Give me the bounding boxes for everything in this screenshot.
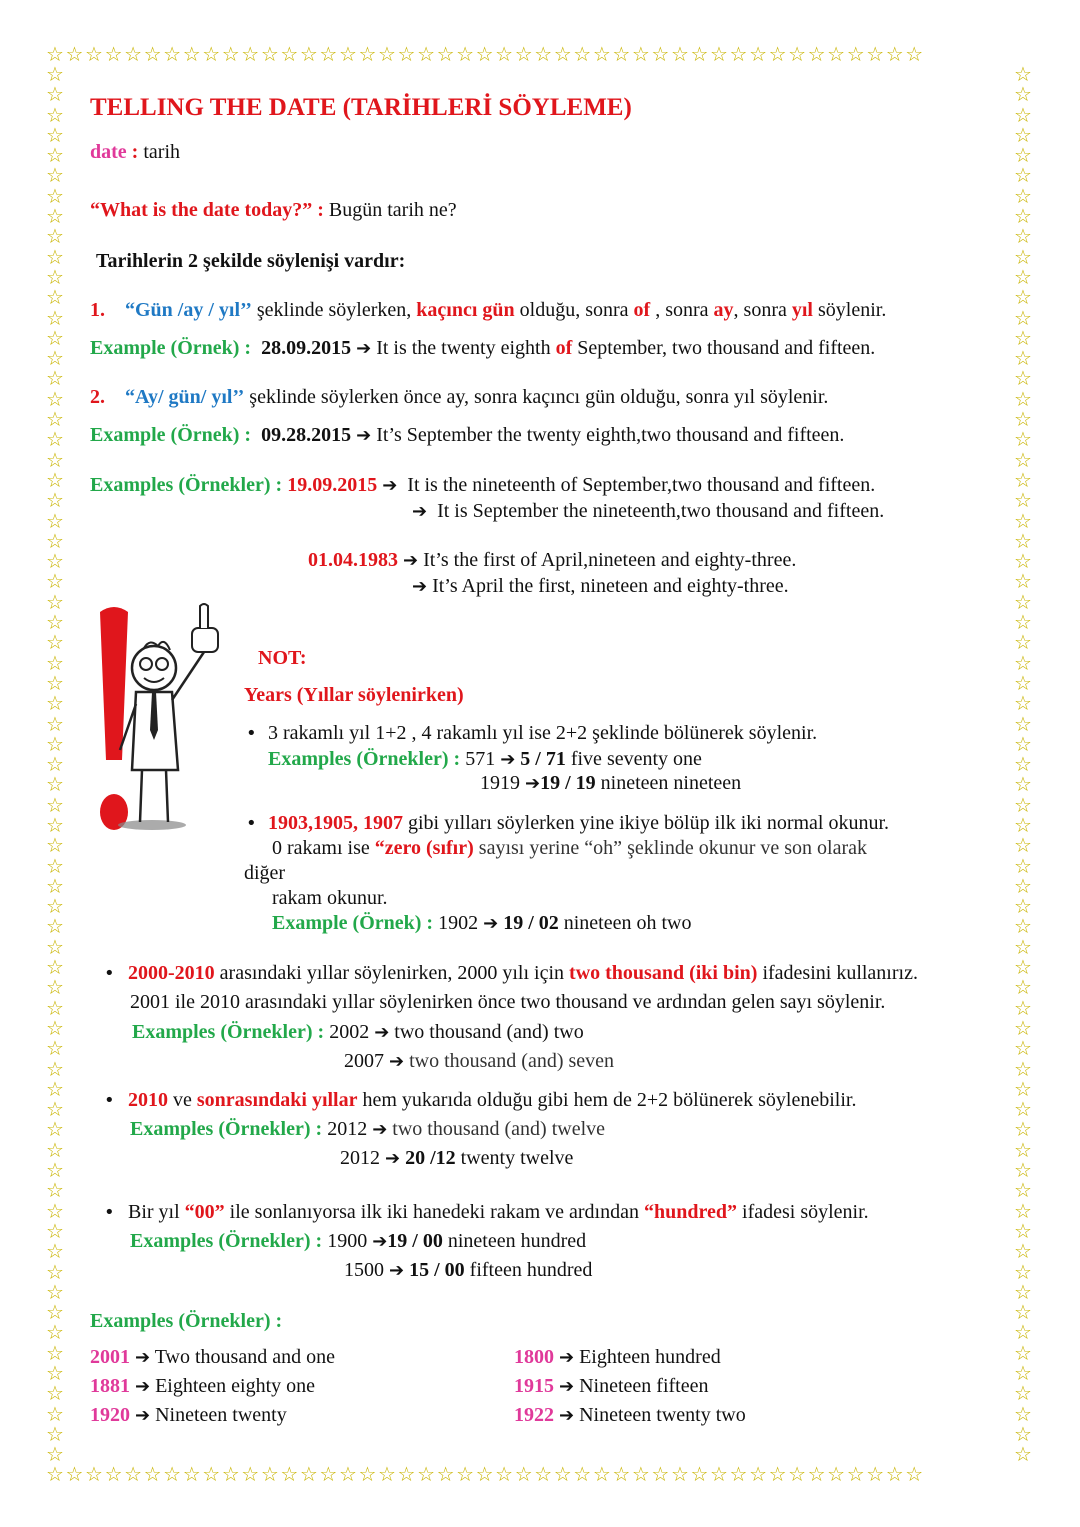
arrow-icon: ➔ [525, 773, 541, 794]
final-text: Nineteen twenty two [579, 1404, 746, 1426]
final-example-item [90, 1345, 335, 1370]
example-year: 1900 [322, 1230, 373, 1252]
rule-2-text: şeklinde söylerken önce ay, sonra kaçıncı gün olduğu, sonra yıl söylenir. [244, 386, 829, 408]
example-year: 1902 [433, 912, 484, 934]
rule-1-text: olduğu, sonra [514, 299, 634, 321]
arrow-icon: ➔ [389, 1051, 405, 1072]
example-year: 2007 [344, 1050, 389, 1072]
example-4 [308, 548, 796, 573]
note-bullet-2-line2 [272, 836, 867, 860]
star-border-bottom: ☆☆☆☆☆☆☆☆☆☆☆☆☆☆☆☆☆☆☆☆☆☆☆☆☆☆☆☆☆☆☆☆☆☆☆☆☆☆☆☆☆☆☆☆☆ [46, 1464, 925, 1484]
example-4-line2 [412, 574, 789, 599]
vocab-line [90, 140, 180, 164]
example-year: 571 [460, 748, 501, 770]
note-bullet-1-example-2 [480, 771, 741, 796]
vocab-word: date [90, 141, 127, 163]
para-hundred [128, 1200, 869, 1224]
example-text: nineteen oh two [558, 912, 692, 934]
para-key: sonrasındaki yıllar [196, 1089, 358, 1111]
final-example-item [514, 1345, 721, 1370]
question-tr: Bugün tarih ne? [323, 199, 457, 221]
final-year: 1800 [514, 1346, 554, 1368]
example-text: It’s September the twenty eighth,two thousand and fifteen. [371, 424, 845, 446]
vocab-meaning: tarih [138, 141, 180, 163]
arrow-icon: ➔ [356, 425, 372, 446]
example-year: 2012 [340, 1147, 385, 1169]
note-years-key: 1903,1905, 1907 [268, 812, 403, 834]
para-hundred-example-2 [344, 1258, 592, 1283]
example-split: 19 / 00 [387, 1230, 443, 1252]
bullet-icon: • [104, 1090, 115, 1111]
example-year: 2002 [324, 1021, 375, 1043]
note-zero-key: “zero (sıfır) [374, 837, 474, 859]
note-bullet-2-line4: rakam okunur. [272, 887, 388, 909]
para-text: ve [168, 1089, 197, 1111]
final-text: Eighteen hundred [579, 1346, 721, 1368]
arrow-icon: ➔ [559, 1405, 575, 1426]
example-year: 1919 [480, 772, 525, 794]
example-label: Example (Örnek) : [272, 912, 434, 934]
example-text: September, two thousand and fifteen. [572, 337, 876, 359]
rule-1 [90, 298, 886, 322]
example-text: two thousand (and) two [389, 1021, 584, 1043]
example-text: It is the nineteenth of September,two thousand and fifteen. [402, 474, 876, 496]
para-key: “00” [184, 1201, 225, 1223]
example-text: five seventy one [565, 748, 702, 770]
para-text: ifadesi söylenir. [737, 1201, 869, 1223]
final-example-item [90, 1403, 287, 1428]
para-text: hem yukarıda olduğu gibi hem de 2+2 bölünerek söylenebilir. [357, 1089, 857, 1111]
final-text: Nineteen fifteen [579, 1375, 709, 1397]
para-hundred-example [130, 1229, 586, 1254]
example-text: two thousand (and) seven [404, 1050, 615, 1072]
arrow-icon: ➔ [500, 749, 516, 770]
para-2010-after-example-2 [340, 1146, 573, 1171]
arrow-icon: ➔ [382, 475, 398, 496]
example-label: Example (Örnek) : [90, 337, 252, 359]
para-text: ifadesini kullanırız. [757, 962, 918, 984]
example-1 [90, 336, 875, 361]
arrow-icon: ➔ [372, 1231, 388, 1252]
example-3-line2 [412, 499, 884, 524]
final-year: 1920 [90, 1404, 130, 1426]
question-en: “What is the date today?” : [90, 199, 324, 221]
arrow-icon: ➔ [372, 1119, 388, 1140]
final-year: 2001 [90, 1346, 130, 1368]
bullet-icon: • [246, 813, 257, 834]
example-date: 09.28.2015 [261, 424, 352, 446]
para-2000-2010-example-2 [344, 1049, 614, 1074]
example-split: 15 / 00 [404, 1259, 465, 1281]
arrow-icon: ➔ [356, 338, 372, 359]
note-text: 0 rakamı ise [272, 837, 375, 859]
example-text: nineteen nineteen [595, 772, 742, 794]
example-label: Example (Örnek) : [90, 424, 252, 446]
example-label: Examples (Örnekler) : [130, 1118, 323, 1140]
arrow-icon: ➔ [385, 1148, 401, 1169]
arrow-icon: ➔ [135, 1347, 151, 1368]
rule-1-num: 1. [90, 299, 105, 321]
note-heading: NOT: [258, 647, 307, 669]
arrow-icon: ➔ [412, 501, 428, 522]
page-title: TELLING THE DATE (TARİHLERİ SÖYLEME) [90, 94, 632, 121]
rule-2-format: “Ay/ gün/ yıl’’ [125, 386, 245, 408]
star-border-right: ☆☆☆☆☆☆☆☆☆☆☆☆☆☆☆☆☆☆☆☆☆☆☆☆☆☆☆☆☆☆☆☆☆☆☆☆☆☆☆☆☆☆☆☆☆☆☆☆☆☆☆☆☆☆☆☆☆☆☆☆☆☆☆☆☆☆☆☆☆ [1014, 64, 1032, 1464]
rule-1-key: yıl [791, 299, 813, 321]
para-2010-after [128, 1088, 856, 1112]
final-year: 1915 [514, 1375, 554, 1397]
final-year: 1922 [514, 1404, 554, 1426]
rule-2 [90, 385, 828, 409]
star-border-top: ☆☆☆☆☆☆☆☆☆☆☆☆☆☆☆☆☆☆☆☆☆☆☆☆☆☆☆☆☆☆☆☆☆☆☆☆☆☆☆☆☆☆☆☆☆ [46, 44, 925, 64]
example-split: 20 /12 [400, 1147, 456, 1169]
arrow-icon: ➔ [559, 1347, 575, 1368]
example-2 [90, 423, 844, 448]
para-text: Bir yıl [128, 1201, 185, 1223]
para-key: “hundred” [644, 1201, 738, 1223]
example-3 [90, 473, 875, 498]
bullet-icon: • [104, 963, 115, 984]
example-split: 19 / 02 [498, 912, 559, 934]
example-key: of [555, 337, 573, 359]
rule-1-format: “Gün /ay / yıl’’ [125, 299, 252, 321]
example-text: It’s the first of April,nineteen and eighty-three. [418, 549, 797, 571]
rule-1-text: söylenir. [812, 299, 887, 321]
example-year: 2012 [322, 1118, 373, 1140]
example-text: It is the twenty eighth [371, 337, 556, 359]
final-example-item [90, 1374, 315, 1399]
para-2000-2010-line2: 2001 ile 2010 arasındaki yıllar söylenirken önce two thousand ve ardından gelen sayı söylenir. [130, 991, 886, 1013]
arrow-icon: ➔ [389, 1260, 405, 1281]
final-example-item [514, 1403, 746, 1428]
arrow-icon: ➔ [483, 913, 499, 934]
rule-2-num: 2. [90, 386, 105, 408]
rule-1-text: şeklinde söylerken, [251, 299, 417, 321]
rule-1-key: of [633, 299, 651, 321]
star-border-left: ☆☆☆☆☆☆☆☆☆☆☆☆☆☆☆☆☆☆☆☆☆☆☆☆☆☆☆☆☆☆☆☆☆☆☆☆☆☆☆☆☆☆☆☆☆☆☆☆☆☆☆☆☆☆☆☆☆☆☆☆☆☆☆☆☆☆☆☆☆ [46, 64, 64, 1464]
arrow-icon: ➔ [374, 1022, 390, 1043]
example-label: Examples (Örnekler) : [130, 1230, 323, 1252]
para-text: arasındaki yıllar söylenirken, 2000 yılı için [214, 962, 570, 984]
para-key: two thousand (iki bin) [569, 962, 758, 984]
question-line [90, 198, 457, 222]
para-key: 2000-2010 [128, 962, 215, 984]
arrow-icon: ➔ [135, 1376, 151, 1397]
note-text: gibi yılları söylerken yine ikiye bölüp ilk iki normal okunur. [403, 812, 890, 834]
example-label: Examples (Örnekler) : [132, 1021, 325, 1043]
note-bullet-2-example [272, 911, 692, 936]
rule-1-text: , sonra [733, 299, 792, 321]
para-text: ile sonlanıyorsa ilk iki hanedeki rakam ve ardından [224, 1201, 644, 1223]
note-years-heading: Years (Yıllar söylenirken) [244, 684, 464, 706]
example-date: 19.09.2015 [287, 474, 378, 496]
example-date: 28.09.2015 [261, 337, 352, 359]
bullet-icon: • [246, 723, 257, 744]
rule-1-text: , sonra [650, 299, 714, 321]
example-text: fifteen hundred [464, 1259, 593, 1281]
note-bullet-2 [268, 811, 889, 835]
final-example-item [514, 1374, 708, 1399]
example-text: nineteen hundred [442, 1230, 587, 1252]
rule-1-key: ay [713, 299, 734, 321]
example-split: 19 / 19 [540, 772, 596, 794]
arrow-icon: ➔ [135, 1405, 151, 1426]
note-bullet-2-line3: diğer [244, 862, 286, 884]
final-text: Two thousand and one [154, 1346, 335, 1368]
final-year: 1881 [90, 1375, 130, 1397]
intro-line: Tarihlerin 2 şekilde söylenişi vardır: [96, 250, 406, 272]
example-label: Examples (Örnekler) : [90, 474, 283, 496]
final-text: Eighteen eighty one [155, 1375, 316, 1397]
final-examples-label: Examples (Örnekler) : [90, 1310, 283, 1332]
arrow-icon: ➔ [559, 1376, 575, 1397]
para-2000-2010-example [132, 1020, 584, 1045]
final-text: Nineteen twenty [155, 1404, 287, 1426]
bullet-icon: • [104, 1202, 115, 1223]
note-text: sayısı yerine “oh” şeklinde okunur ve son olarak [473, 837, 868, 859]
vocab-sep: : [126, 141, 139, 163]
para-key: 2010 [128, 1089, 168, 1111]
note-bullet-1-example [268, 747, 702, 772]
arrow-icon: ➔ [403, 550, 419, 571]
example-text: It is September the nineteenth,two thousand and fifteen. [432, 500, 885, 522]
rule-1-key: kaçıncı gün [416, 299, 515, 321]
example-text: two thousand (and) twelve [387, 1118, 606, 1140]
example-label: Examples (Örnekler) : [268, 748, 461, 770]
para-2010-after-example [130, 1117, 605, 1142]
example-text: twenty twelve [455, 1147, 574, 1169]
note-bullet-1: 3 rakamlı yıl 1+2 , 4 rakamlı yıl ise 2+2 şeklinde bölünerek söylenir. [268, 722, 818, 744]
example-text: It’s April the first, nineteen and eighty-three. [427, 575, 789, 597]
example-date: 01.04.1983 [308, 549, 398, 571]
para-2000-2010 [128, 961, 918, 985]
arrow-icon: ➔ [412, 576, 428, 597]
example-split: 5 / 71 [515, 748, 566, 770]
example-year: 1500 [344, 1259, 389, 1281]
exclamation-man-illustration [92, 600, 242, 840]
